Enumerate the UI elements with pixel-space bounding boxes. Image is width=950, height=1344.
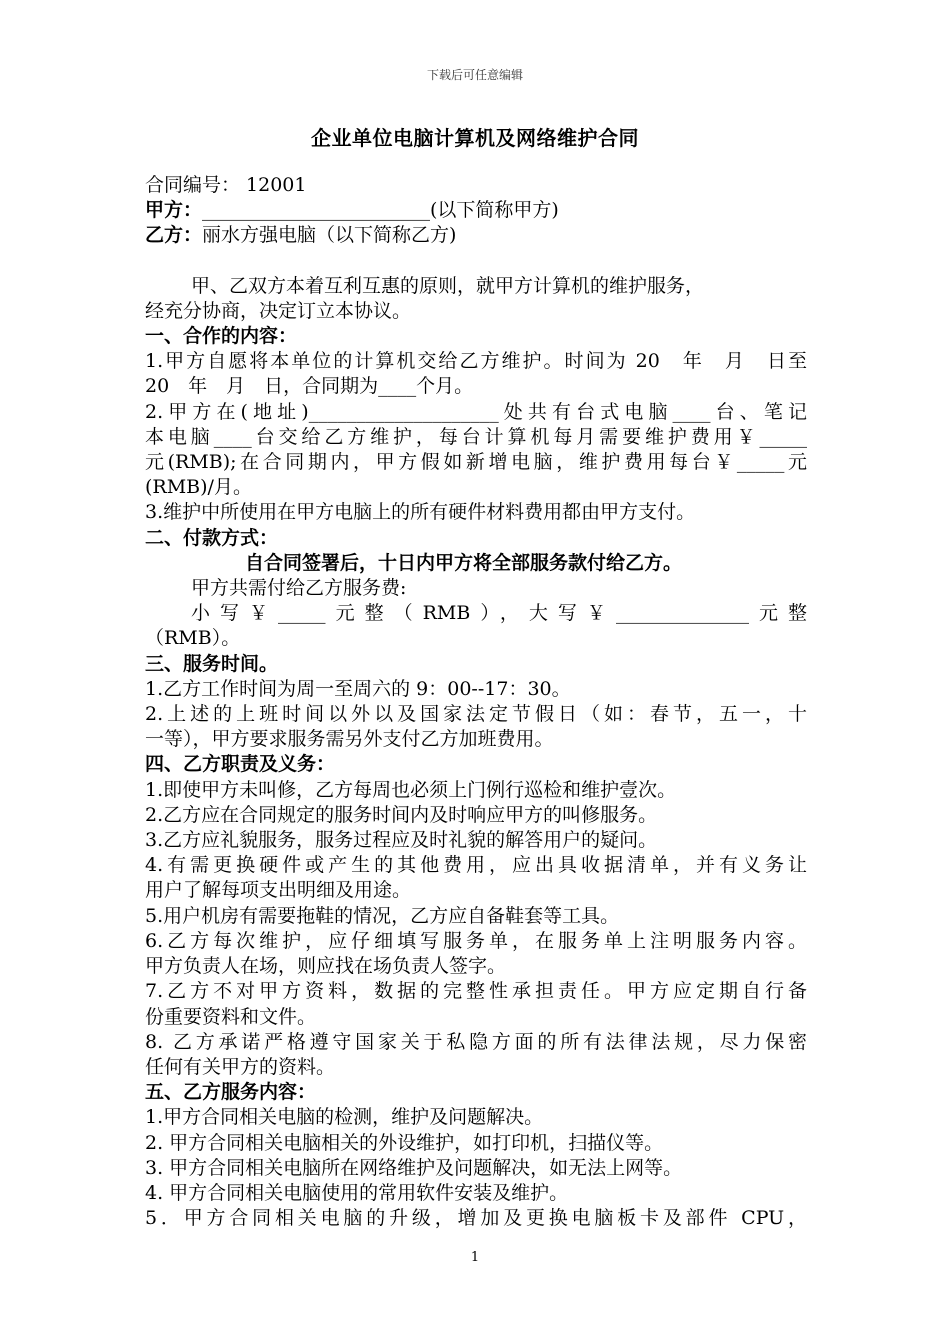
document-title: 企业单位电脑计算机及网络维护合同 [311, 126, 639, 150]
section-line: 任何有关甲方的资料。 [145, 1055, 336, 1078]
section-line: 1.即使甲方未叫修，乙方每周也必须上门例行巡检和维护壹次。 [145, 778, 677, 801]
section-line: 5.用户机房有需要拖鞋的情况，乙方应自备鞋套等工具。 [145, 904, 620, 927]
section-line: （RMB）。 [145, 627, 241, 650]
section-line: 3.维护中所使用在甲方电脑上的所有硬件材料费用都由甲方支付。 [145, 501, 696, 524]
section-line: 一等），甲方要求服务需另外支付乙方加班费用。 [145, 728, 554, 751]
party-a-line [145, 198, 807, 223]
section-line: 7.乙方不对甲方资料，数据的完整性承担责任。甲方应定期自行备 [145, 980, 807, 1003]
section-line: 本电脑____台交给乙方维护，每台计算机每月需要维护费用￥_____ [145, 425, 807, 448]
party-a-text: ________________________(以下简称甲方) [202, 199, 559, 222]
section-line: 6.乙方每次维护，应仔细填写服务单，在服务单上注明服务内容。 [145, 929, 807, 952]
header-note: 下载后可任意编辑 [426, 68, 523, 82]
section-heading: 三、服务时间。 [145, 652, 279, 675]
party-a-label: 甲方： [145, 199, 203, 222]
page-number: 1 [470, 1250, 480, 1265]
section-line: 2.乙方应在合同规定的服务时间内及时响应甲方的叫修服务。 [145, 803, 658, 826]
section-heading: 五、乙方服务内容： [145, 1081, 317, 1104]
section-line: 2.上述的上班时间以外以及国家法定节假日（如：春节，五一，十 [145, 703, 807, 726]
section-line: 8. 乙方承诺严格遵守国家关于私隐方面的所有法律法规，尽力保密 [145, 1030, 807, 1053]
section-line: 2.甲方在(地址)____________________处共有台式电脑____台、笔记 [145, 400, 807, 423]
section-line: 份重要资料和文件。 [145, 1005, 317, 1028]
section-line: 1.乙方工作时间为周一至周六的 9：00--17：30。 [145, 677, 571, 700]
section-line: 用户了解每项支出明细及用途。 [145, 879, 412, 902]
section-line: 1.甲方合同相关电脑的检测，维护及问题解决。 [145, 1106, 544, 1129]
section-line: 20 年 月 日，合同期为____个月。 [145, 375, 474, 398]
intro-line: 经充分协商，决定订立本协议。 [145, 299, 412, 322]
contract-body [145, 173, 807, 1231]
payment-bold-line: 自合同签署后，十日内甲方将全部服务款付给乙方。 [245, 551, 683, 574]
section-line: 小写￥_____元整（RMB），大写￥______________元整 [191, 602, 807, 625]
section-heading: 二、付款方式： [145, 526, 279, 549]
party-b-text: 丽水方强电脑（以下简称乙方) [202, 224, 457, 247]
intro-line: 甲、乙双方本着互利互惠的原则，就甲方计算机的维护服务， [191, 274, 705, 297]
party-b-label: 乙方： [145, 224, 203, 247]
party-b-line [145, 223, 807, 248]
section-line: 1.甲方自愿将本单位的计算机交给乙方维护。时间为 20 年 月 日至 [145, 350, 807, 373]
section-line: (RMB)/月。 [145, 476, 252, 499]
section-line: 5．甲方合同相关电脑的升级，增加及更换电脑板卡及部件 CPU， [145, 1207, 807, 1230]
section-line: 甲方共需付给乙方服务费: [191, 577, 407, 600]
section-heading: 四、乙方职责及义务： [145, 753, 336, 776]
section-line: 甲方负责人在场，则应找在场负责人签字。 [145, 955, 507, 978]
section-line: 4. 甲方合同相关电脑使用的常用软件安装及维护。 [145, 1181, 569, 1204]
section-line: 4.有需更换硬件或产生的其他费用，应出具收据清单，并有义务让 [145, 854, 807, 877]
spacer [145, 249, 807, 274]
section-heading: 一、合作的内容： [145, 325, 298, 348]
section-line: 3.乙方应礼貌服务，服务过程应及时礼貌的解答用户的疑问。 [145, 829, 658, 852]
section-line: 元(RMB);在合同期内，甲方假如新增电脑，维护费用每台￥_____元 [145, 451, 807, 474]
section-line: 2. 甲方合同相关电脑相关的外设维护，如打印机，扫描仪等。 [145, 1131, 664, 1154]
contract-number: 合同编号： 12001 [145, 174, 307, 196]
section-line: 3. 甲方合同相关电脑所在网络维护及问题解决，如无法上网等。 [145, 1156, 683, 1179]
